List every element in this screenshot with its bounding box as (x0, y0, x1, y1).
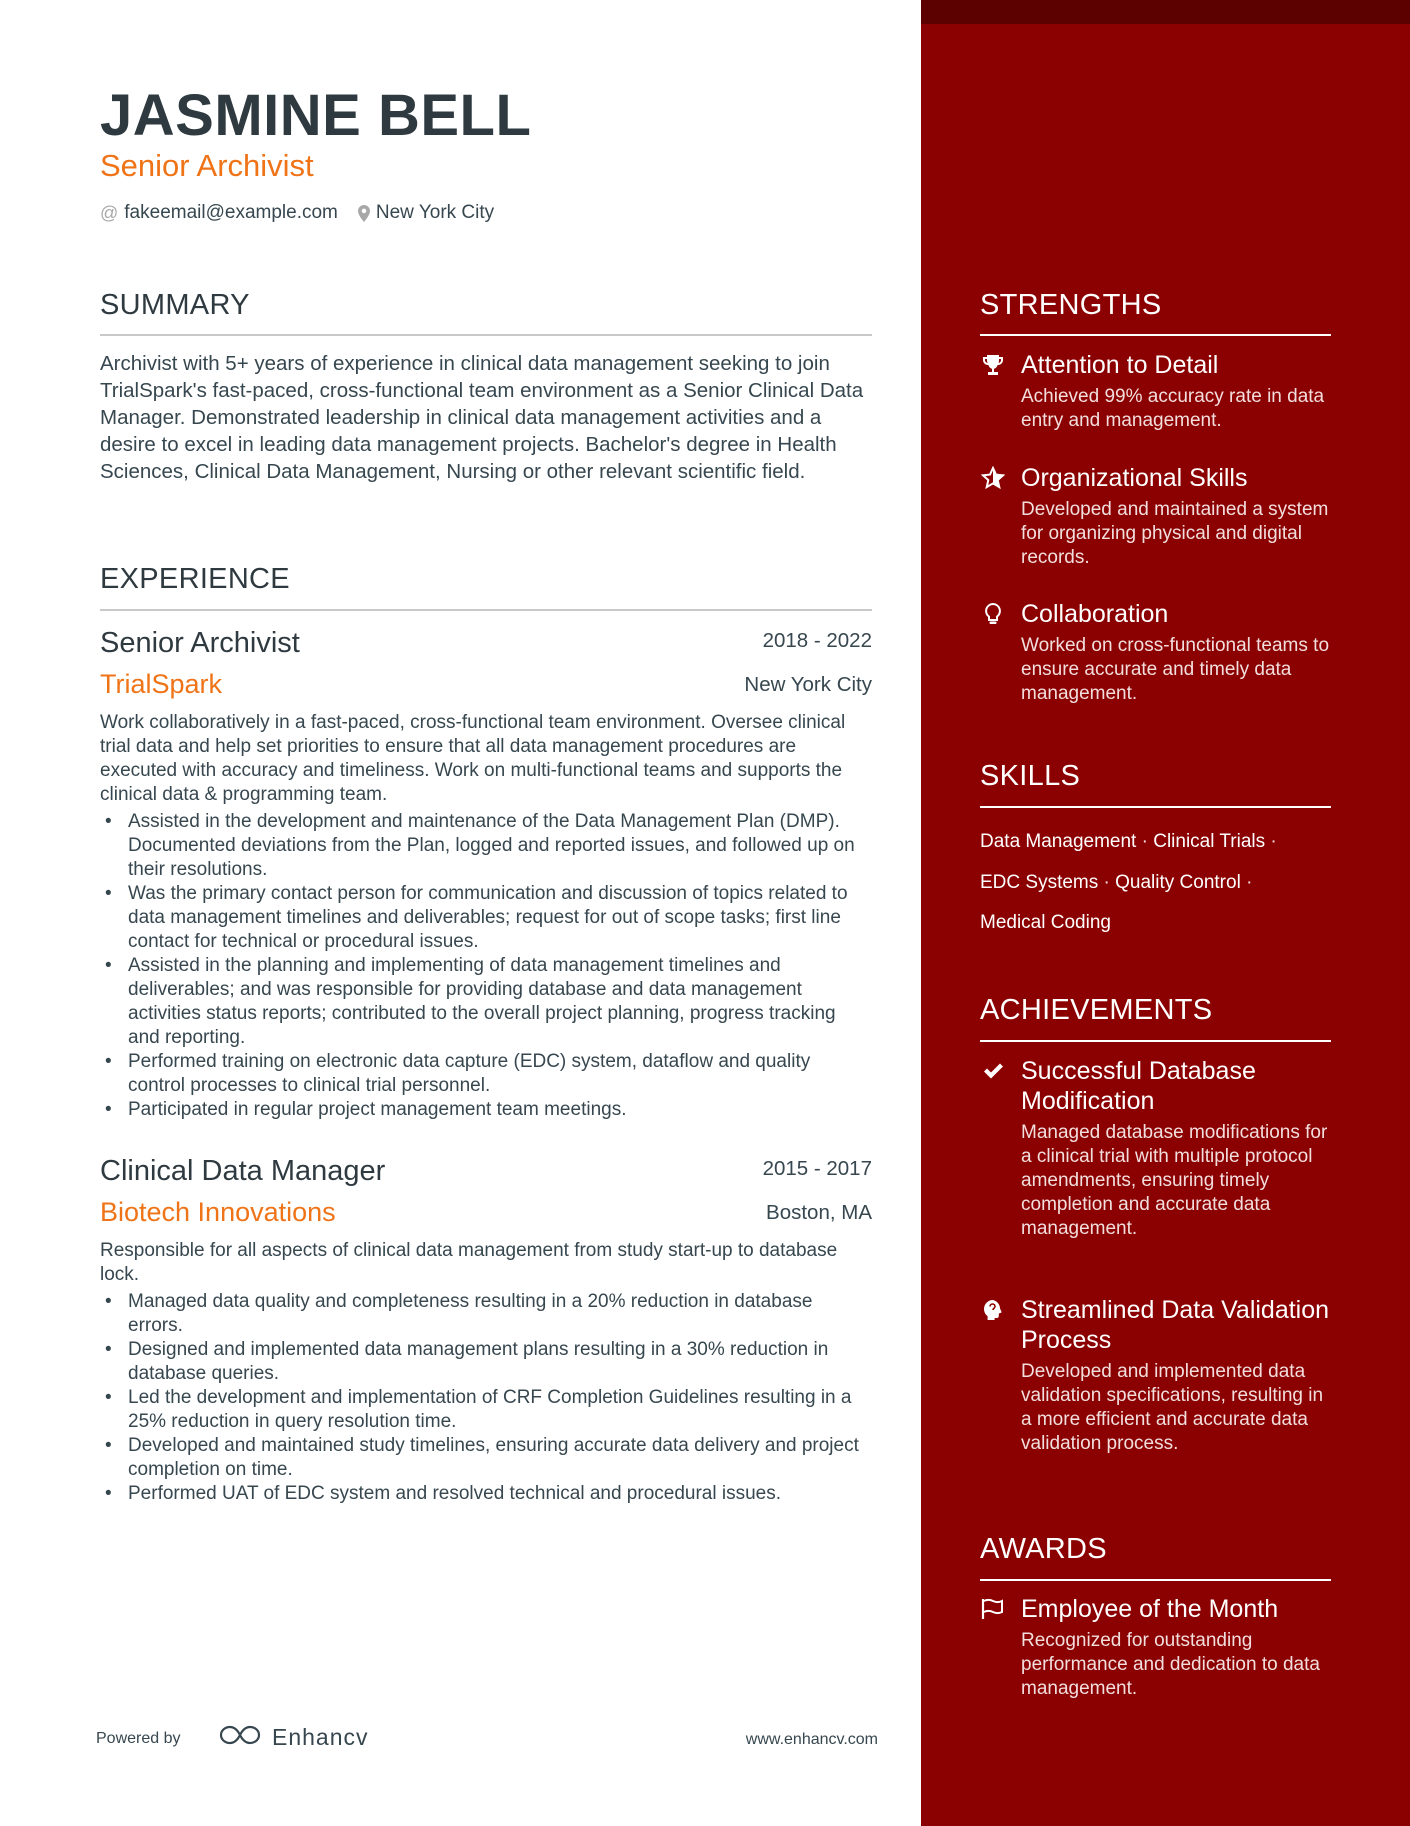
award-text: Recognized for outstanding performance and dedication to data management. (1021, 1630, 1320, 1699)
sidebar-top-band (921, 0, 1410, 24)
award-item (980, 1594, 1331, 1701)
job-entry (100, 1155, 872, 1506)
skill-separator: · (1270, 831, 1277, 852)
footer (96, 1722, 878, 1756)
list-item: • Designed and implemented data management plans resulting in a 30% reduction in database queries. (100, 1338, 872, 1386)
experience-divider (100, 609, 872, 611)
skills-heading: SKILLS (980, 760, 1081, 792)
job-location: New York City (744, 673, 872, 696)
contact-row (100, 202, 514, 224)
achievement-item (980, 1056, 1331, 1241)
strength-title: Attention to Detail (1021, 351, 1219, 379)
job-bullets (100, 810, 872, 1122)
skill-tag: Data Management (980, 831, 1137, 852)
list-item: • Assisted in the development and maintenance of the Data Management Plan (DMP). Documented deviations from the Plan, logged and reported issues, and followed up on their resolutions. (100, 810, 872, 882)
job-bullets (100, 1290, 872, 1506)
list-item: • Performed training on electronic data capture (EDC) system, dataflow and quality control processes to clinical trial personnel. (100, 1050, 872, 1098)
brand-logo[interactable] (216, 1722, 369, 1753)
skill-tag: EDC Systems (980, 871, 1099, 893)
skills-divider (980, 806, 1331, 808)
checkmark-icon (980, 1058, 1006, 1084)
trophy-icon (980, 352, 1006, 378)
job-entry (100, 627, 872, 1122)
enhancv-logo-icon (216, 1722, 264, 1753)
strength-item (980, 599, 1331, 706)
awards-divider (980, 1579, 1331, 1581)
list-item: • Led the development and implementation of CRF Completion Guidelines resulting in a 25% reduction in query resolution time. (100, 1386, 872, 1434)
list-item: • Developed and maintained study timelines, ensuring accurate data delivery and project completion on time. (100, 1434, 872, 1482)
strengths-heading: STRENGTHS (980, 289, 1162, 321)
job-title: Senior Archivist (100, 627, 300, 659)
website-link[interactable]: www.enhancv.com (745, 1731, 878, 1748)
summary-text: Archivist with 5+ years of experience in clinical data management seeking to join TrialSpark's fast-paced, cross-functional team environment as a Senior Clinical Data Manager. Demonstrated leadership in clinical data management activities and a desire to excel in leading data management projects. Bachelor's degree in Health Sciences, Clinical Data Management, Nursing or other relevant scientific field. (100, 352, 864, 483)
job-location: Boston, MA (766, 1201, 872, 1224)
list-item: • Assisted in the planning and implementing of data management timelines and deliverables; and was responsible for providing database and data management activities status reports; contributed to the overall project planning, progress tracking and reporting. (100, 954, 872, 1050)
location-pin-icon (358, 205, 370, 222)
candidate-role: Senior Archivist (100, 148, 314, 183)
star-icon (980, 465, 1006, 491)
strength-item (980, 463, 1331, 570)
email-text: fakeemail@example.com (124, 202, 338, 223)
achievements-heading: ACHIEVEMENTS (980, 994, 1213, 1026)
awards-heading: AWARDS (980, 1533, 1107, 1565)
flag-icon (980, 1596, 1006, 1622)
list-item: • Participated in regular project management team meetings. (100, 1098, 872, 1122)
skills-list (980, 822, 1331, 944)
strength-title: Collaboration (1021, 600, 1169, 628)
strength-text: Developed and maintained a system for organizing physical and digital records. (1021, 499, 1329, 568)
list-item: • Managed data quality and completeness resulting in a 20% reduction in database errors. (100, 1290, 872, 1338)
award-title: Employee of the Month (1021, 1595, 1279, 1623)
contact-location (358, 202, 494, 224)
skill-separator: · (1246, 871, 1253, 893)
skill-tag: Clinical Trials (1153, 831, 1266, 852)
lightbulb-icon (980, 601, 1006, 627)
contact-email[interactable] (100, 202, 338, 224)
strength-text: Worked on cross-functional teams to ensure accurate and timely data management. (1021, 635, 1330, 704)
achievement-text: Managed database modifications for a clinical trial with multiple protocol amendments, ensuring timely completion and accurate data management. (1021, 1122, 1328, 1239)
skill-tag: Medical Coding (980, 912, 1111, 933)
strength-title: Organizational Skills (1021, 464, 1248, 492)
list-item: • Performed UAT of EDC system and resolved technical and procedural issues. (100, 1482, 872, 1506)
summary-heading: SUMMARY (100, 289, 250, 321)
experience-heading: EXPERIENCE (100, 563, 290, 595)
job-company: Biotech Innovations (100, 1197, 336, 1227)
brain-icon (980, 1297, 1006, 1323)
skill-tag: Quality Control (1115, 871, 1241, 893)
strength-item (980, 350, 1331, 433)
achievement-text: Developed and implemented data validation specifications, resulting in a more efficient and accurate data validation process. (1021, 1361, 1324, 1454)
achievement-title: Successful Database Modification (1021, 1057, 1256, 1115)
job-dates: 2018 - 2022 (762, 629, 872, 652)
job-dates: 2015 - 2017 (762, 1157, 872, 1180)
skill-separator: · (1141, 831, 1148, 852)
candidate-name: JASMINE BELL (100, 83, 532, 148)
brand-name: Enhancv (272, 1724, 369, 1750)
strengths-divider (980, 334, 1331, 336)
at-icon: @ (100, 202, 119, 223)
achievements-divider (980, 1040, 1331, 1042)
location-text: New York City (375, 202, 495, 223)
job-description: Work collaboratively in a fast-paced, cross-functional team environment. Oversee clinical trial data and help set priorities to ensure that all data management procedures are executed with accuracy and timeliness. Work on multi-functional teams and supports the clinical data & programming team. (100, 712, 846, 805)
sidebar (921, 0, 1410, 1826)
strength-text: Achieved 99% accuracy rate in data entry and management. (1021, 386, 1325, 431)
summary-divider (100, 334, 872, 336)
job-company: TrialSpark (100, 669, 223, 699)
achievement-title: Streamlined Data Validation Process (1021, 1296, 1330, 1354)
job-title: Clinical Data Manager (100, 1155, 386, 1187)
list-item: • Was the primary contact person for communication and discussion of topics related to data management timelines and deliverables; request for out of scope tasks; first line contact for technical or procedural issues. (100, 882, 872, 954)
achievement-item (980, 1295, 1331, 1456)
job-description: Responsible for all aspects of clinical data management from study start-up to database lock. (100, 1240, 838, 1285)
powered-by-label: Powered by (96, 1730, 181, 1747)
skill-separator: · (1103, 871, 1110, 893)
